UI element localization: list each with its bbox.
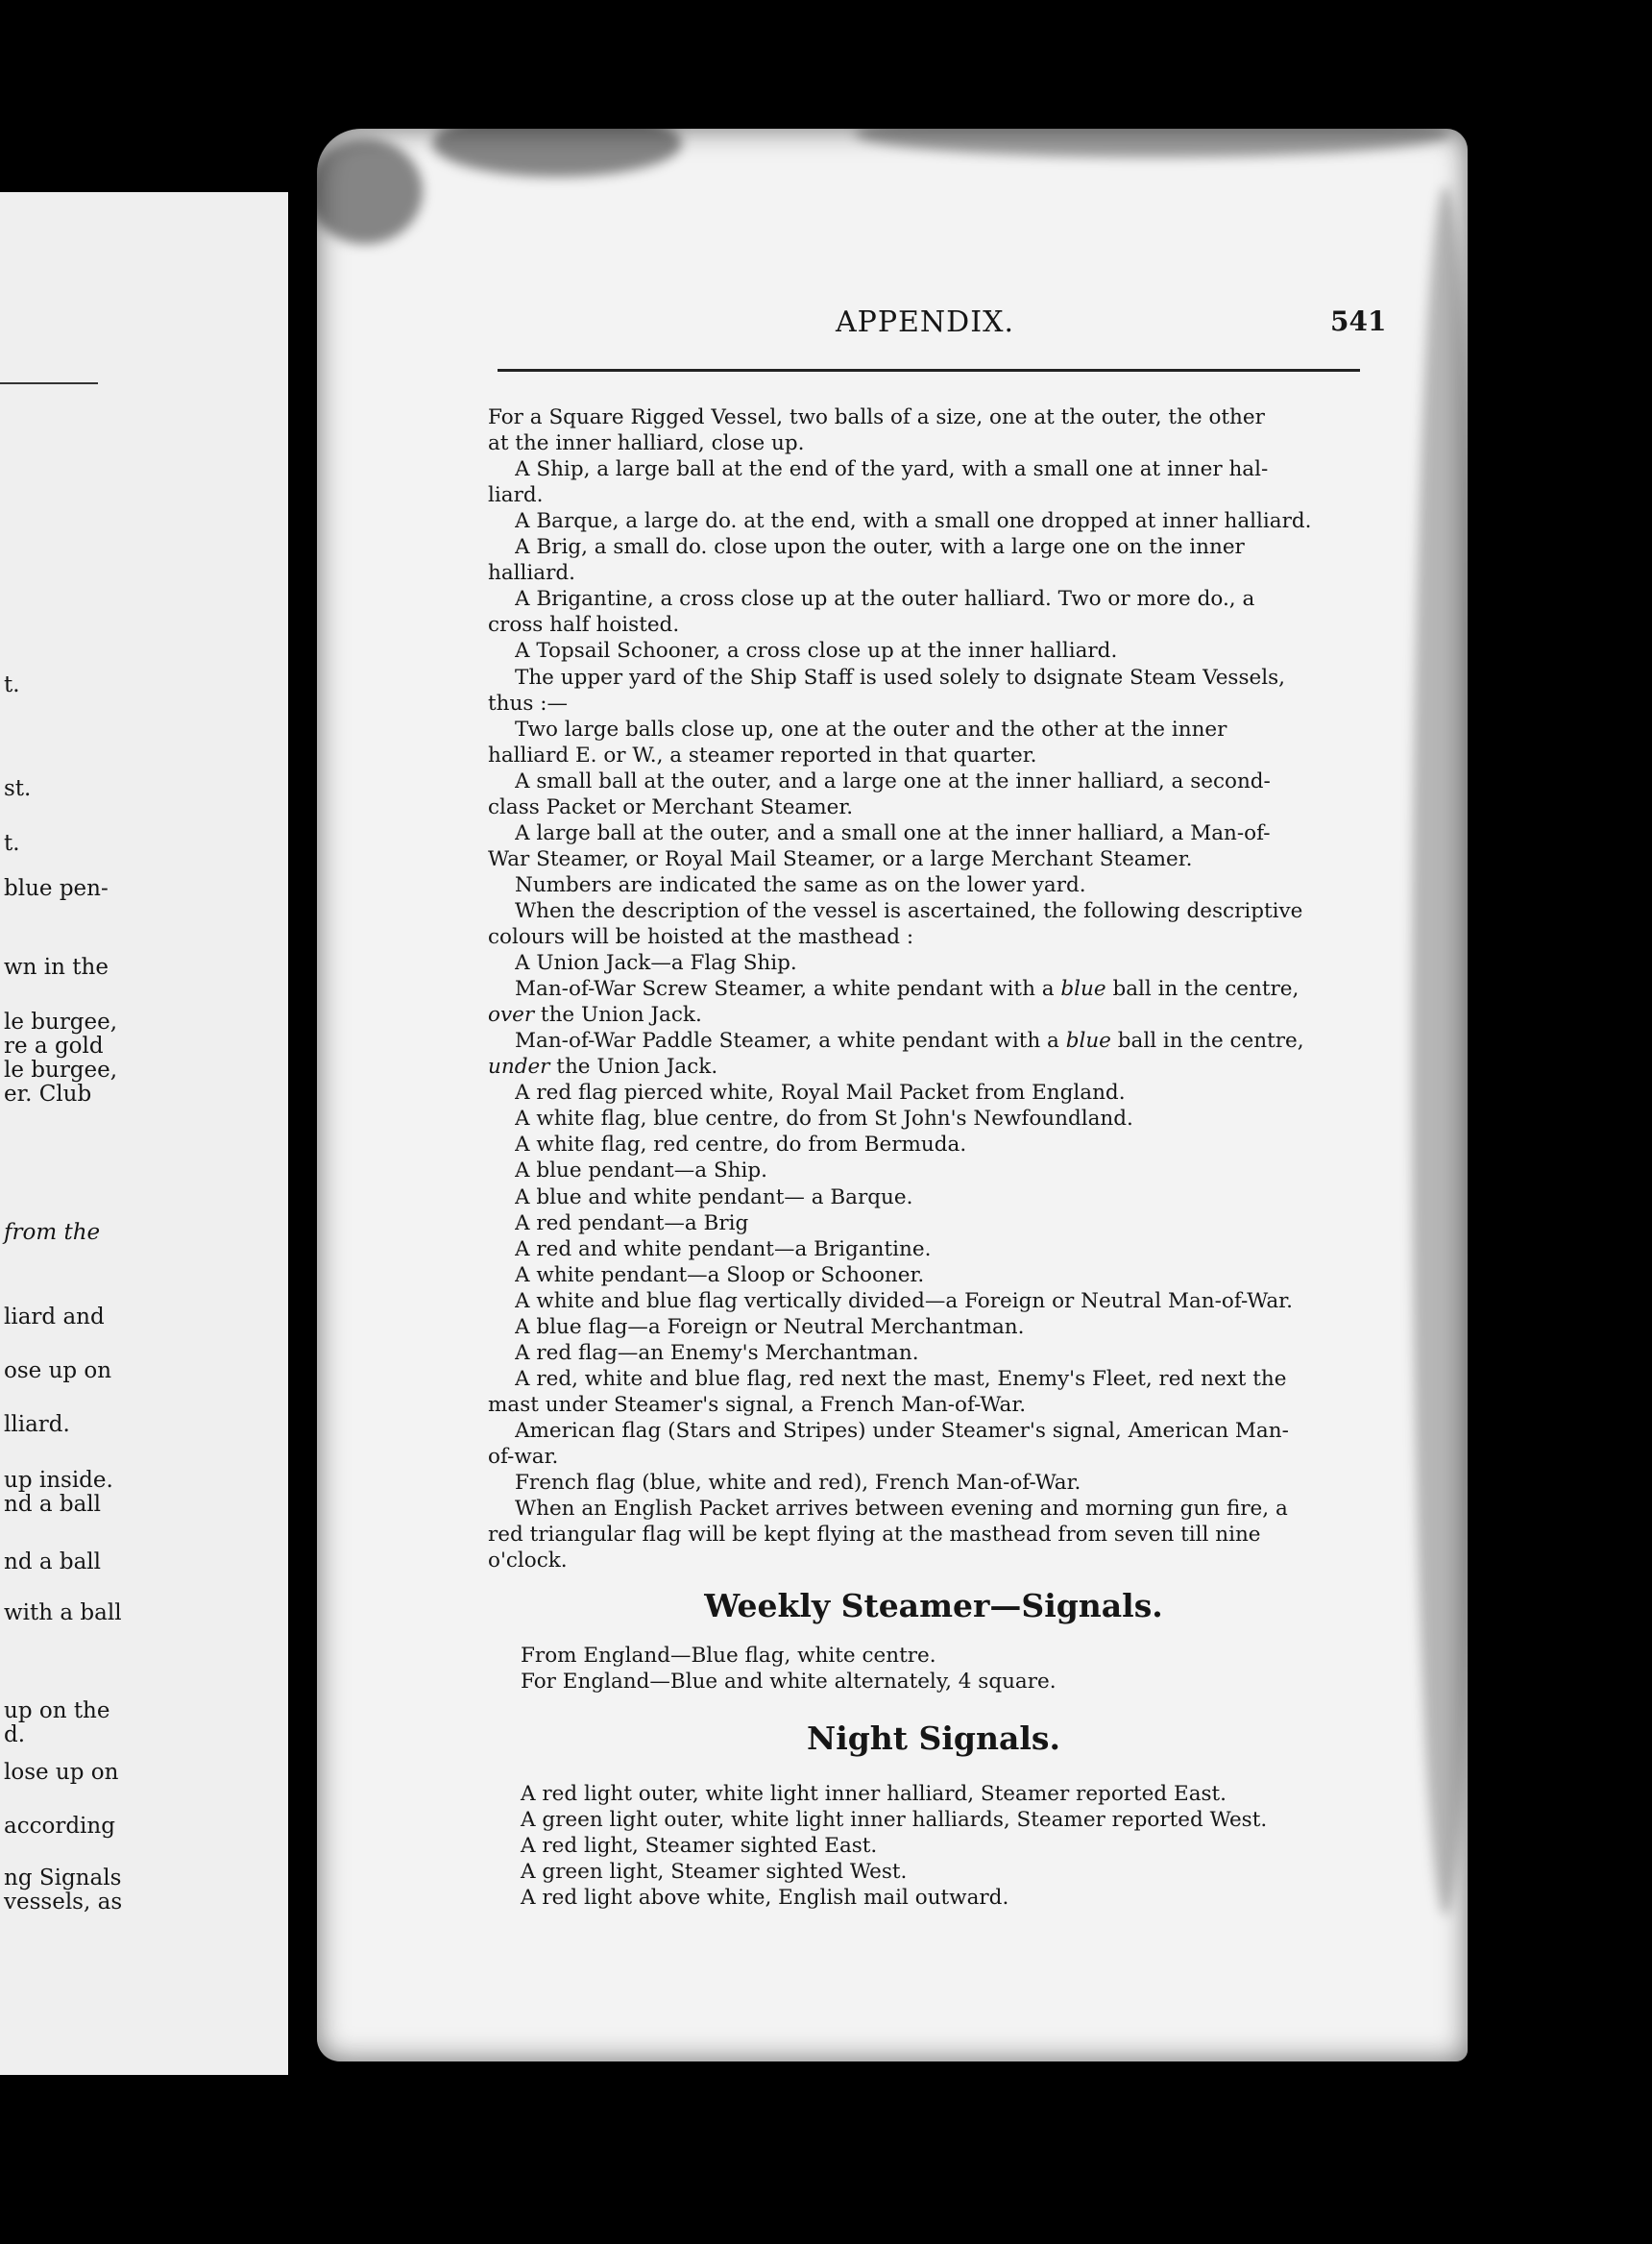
night-signals-heading: Night Signals. — [807, 1720, 1060, 1757]
body-line: A red flag pierced white, Royal Mail Packet from England. — [515, 1081, 1126, 1105]
body-line: o'clock. — [488, 1549, 568, 1573]
body-line: A Ship, a large ball at the end of the yard, with a small one at inner hal- — [515, 457, 1269, 481]
night-signal-line: A red light outer, white light inner halliard, Steamer reported East. — [521, 1782, 1227, 1806]
left-page-fragment: lliard. — [4, 1412, 70, 1437]
left-page-fragment: er. Club — [4, 1082, 92, 1107]
body-line: A large ball at the outer, and a small one at the inner halliard, a Man-of- — [515, 821, 1271, 845]
body-line: French flag (blue, white and red), French Man-of-War. — [515, 1471, 1081, 1495]
page-stain — [855, 110, 1450, 158]
left-page-fragment: lose up on — [4, 1760, 119, 1785]
left-page-fragment: up on the — [4, 1698, 110, 1723]
body-line: The upper yard of the Ship Staff is used solely to dsignate Steam Vessels, — [515, 666, 1285, 690]
left-page-fragment: according — [4, 1814, 115, 1839]
left-page-fragment: st. — [4, 776, 32, 801]
night-signal-line: A red light, Steamer sighted East. — [521, 1834, 878, 1858]
body-line: War Steamer, or Royal Mail Steamer, or a large Merchant Steamer. — [488, 847, 1193, 871]
body-line: A Brigantine, a cross close up at the outer halliard. Two or more do., a — [515, 587, 1255, 611]
body-line: A white pendant—a Sloop or Schooner. — [515, 1263, 925, 1287]
body-line: red triangular flag will be kept flying at the masthead from seven till nine — [488, 1523, 1261, 1547]
left-page-rule — [0, 382, 98, 384]
body-line: A blue and white pendant— a Barque. — [515, 1185, 913, 1209]
body-line: of-war. — [488, 1445, 559, 1469]
page-number: 541 — [1330, 305, 1387, 337]
page-stain — [307, 138, 423, 244]
left-page-fragment: with a ball — [4, 1600, 122, 1625]
left-page-fragment: le burgee, — [4, 1058, 118, 1083]
left-page-fragment: nd a ball — [4, 1492, 102, 1517]
body-line: mast under Steamer's signal, a French Man-of-War. — [488, 1393, 1027, 1417]
left-page-fragment: ng Signals — [4, 1866, 122, 1890]
left-page-fragment: wn in the — [4, 955, 109, 980]
left-page-fragment: from the — [4, 1220, 101, 1245]
body-line: A red and white pendant—a Brigantine. — [515, 1237, 932, 1261]
body-line: A blue flag—a Foreign or Neutral Merchantman. — [515, 1315, 1025, 1339]
body-line: A small ball at the outer, and a large one at the inner halliard, a second- — [515, 769, 1271, 793]
body-line: Two large balls close up, one at the outer and the other at the inner — [515, 718, 1227, 742]
night-signal-line: A green light, Steamer sighted West. — [521, 1860, 908, 1884]
left-page-fragment: nd a ball — [4, 1549, 102, 1574]
left-page-fragment: ose up on — [4, 1358, 112, 1383]
left-facing-page — [0, 192, 313, 2075]
body-line: cross half hoisted. — [488, 613, 680, 637]
body-line: halliard E. or W., a steamer reported in that quarter. — [488, 744, 1037, 768]
body-line: thus :— — [488, 692, 568, 716]
left-page-fragment: vessels, as — [4, 1890, 123, 1915]
page-edge-shadow — [1412, 186, 1479, 1915]
left-page-fragment: liard and — [4, 1305, 105, 1329]
body-line: halliard. — [488, 561, 575, 585]
body-line: Man-of-War Paddle Steamer, a white pendant with a blue ball in the centre, — [515, 1029, 1304, 1053]
body-line: A Barque, a large do. at the end, with a small one dropped at inner halliard. — [515, 509, 1312, 533]
body-line: at the inner halliard, close up. — [488, 431, 805, 455]
weekly-signal-line: For England—Blue and white alternately, 4 square. — [521, 1670, 1057, 1694]
body-line: class Packet or Merchant Steamer. — [488, 795, 854, 819]
weekly-signal-line: From England—Blue flag, white centre. — [521, 1644, 936, 1668]
header-rule — [498, 369, 1360, 372]
left-page-fragment: blue pen- — [4, 876, 109, 901]
left-page-fragment: re a gold — [4, 1034, 104, 1059]
night-signal-line: A red light above white, English mail outward. — [521, 1886, 1009, 1910]
body-line: Man-of-War Screw Steamer, a white pendant with a blue ball in the centre, — [515, 977, 1300, 1001]
body-line: A red, white and blue flag, red next the mast, Enemy's Fleet, red next the — [515, 1367, 1287, 1391]
weekly-signals-heading: Weekly Steamer—Signals. — [704, 1587, 1163, 1624]
body-line: A red flag—an Enemy's Merchantman. — [515, 1341, 919, 1365]
body-line: American flag (Stars and Stripes) under Steamer's signal, American Man- — [515, 1419, 1289, 1443]
body-line: A blue pendant—a Ship. — [515, 1159, 768, 1183]
body-line: A white flag, red centre, do from Bermuda. — [515, 1133, 967, 1157]
left-page-fragment: d. — [4, 1722, 26, 1747]
body-line: under the Union Jack. — [488, 1055, 718, 1079]
page-stain — [432, 110, 682, 177]
body-line: A white and blue flag vertically divided—a Foreign or Neutral Man-of-War. — [515, 1289, 1293, 1313]
running-header-title: APPENDIX. — [836, 305, 1014, 339]
body-line: When an English Packet arrives between evening and morning gun fire, a — [515, 1497, 1288, 1521]
night-signal-line: A green light outer, white light inner halliards, Steamer reported West. — [521, 1808, 1268, 1832]
body-line: A Topsail Schooner, a cross close up at the inner halliard. — [515, 639, 1118, 663]
body-line: For a Square Rigged Vessel, two balls of a size, one at the outer, the other — [488, 405, 1265, 429]
body-line: A Union Jack—a Flag Ship. — [515, 951, 797, 975]
body-line: liard. — [488, 483, 544, 507]
body-line: When the description of the vessel is ascertained, the following descriptive — [515, 899, 1303, 923]
body-line: A white flag, blue centre, do from St John's Newfoundland. — [515, 1107, 1133, 1131]
left-page-fragment: t. — [4, 672, 20, 697]
body-line: A red pendant—a Brig — [515, 1211, 749, 1235]
body-line: colours will be hoisted at the masthead : — [488, 925, 914, 949]
body-line: over the Union Jack. — [488, 1003, 702, 1027]
left-page-fragment: le burgee, — [4, 1010, 118, 1035]
left-page-fragment: up inside. — [4, 1468, 113, 1493]
body-line: A Brig, a small do. close upon the outer, with a large one on the inner — [515, 535, 1245, 559]
left-page-fragment: t. — [4, 831, 20, 856]
body-line: Numbers are indicated the same as on the lower yard. — [515, 873, 1086, 897]
